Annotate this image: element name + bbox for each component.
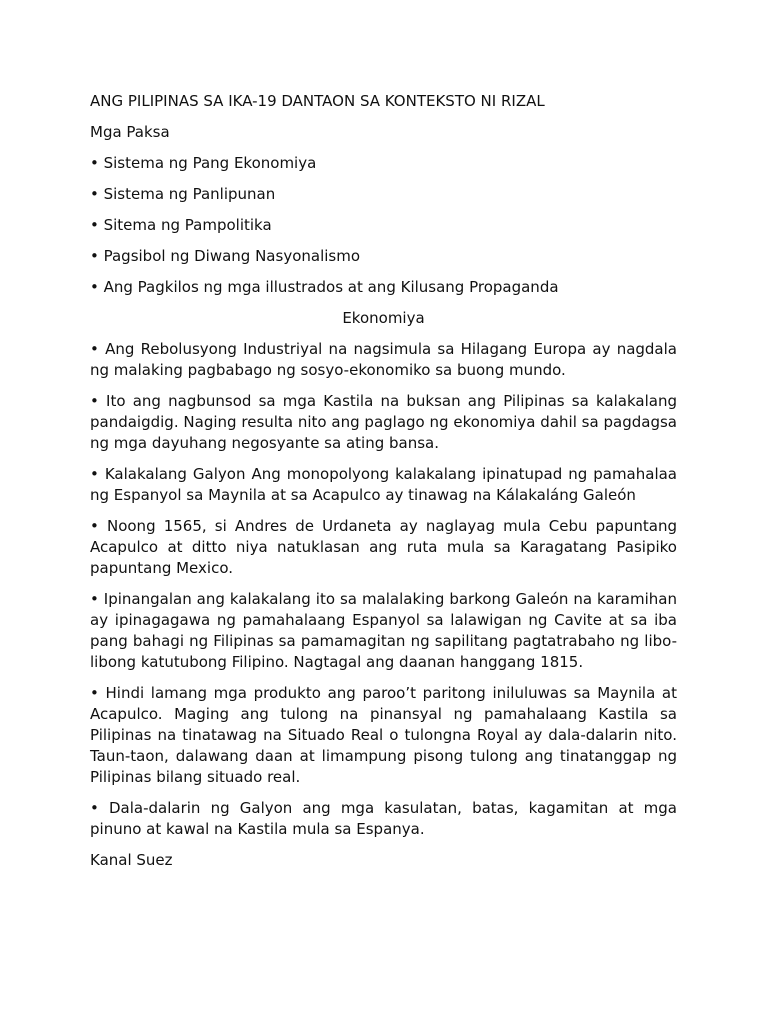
document-page <box>90 91 677 881</box>
body-paragraph: • Hindi lamang mga produkto ang paroo’t paritong iniluluwas sa Maynila at Acapulco. Maging ang tulong na pinansyal ng pamahalaang Kastila sa Pilipinas na tinatawag na Situado Real o tulongna Royal ay dala-dalarin nito. Taun-taon, dalawang daan at limampung pisong tulong ang tinatanggap ng Pilipinas bilang situado real. <box>90 684 677 786</box>
topic-item: • Sitema ng Pampolitika <box>90 216 272 234</box>
section-heading: Ekonomiya <box>342 309 425 327</box>
topics-heading: Mga Paksa <box>90 123 170 141</box>
body-paragraph: • Kalakalang Galyon Ang monopolyong kalakalang ipinatupad ng pamahalaa ng Espanyol sa Maynila at sa Acapulco ay tinawag na Kálakaláng Galeón <box>90 465 677 504</box>
body-paragraph: • Ito ang nagbunsod sa mga Kastila na buksan ang Pilipinas sa kalakalang pandaigdig. Naging resulta nito ang paglago ng ekonomiya dahil sa pagdagsa ng mga dayuhang negosyante sa ating bansa. <box>90 392 677 452</box>
topic-item: • Sistema ng Pang Ekonomiya <box>90 154 317 172</box>
body-paragraph: • Dala-dalarin ng Galyon ang mga kasulatan, batas, kagamitan at mga pinuno at kawal na Kastila mula sa Espanya. <box>90 799 677 838</box>
body-paragraph: • Ipinangalan ang kalakalang ito sa malalaking barkong Galeón na karamihan ay ipinagagawa ng pamahalaang Espanyol sa lalawigan ng Cavite at sa iba pang bahagi ng Filipinas sa pamamagitan ng sapilitang pagtatrabaho ng libo-libong katutubong Filipino. Nagtagal ang daanan hanggang 1815. <box>90 590 677 671</box>
closing-heading: Kanal Suez <box>90 851 173 869</box>
topic-item: • Sistema ng Panlipunan <box>90 185 276 203</box>
document-title: ANG PILIPINAS SA IKA-19 DANTAON SA KONTEKSTO NI RIZAL <box>90 92 545 110</box>
topic-item: • Pagsibol ng Diwang Nasyonalismo <box>90 247 361 265</box>
body-paragraph: • Ang Rebolusyong Industriyal na nagsimula sa Hilagang Europa ay nagdala ng malaking pagbabago ng sosyo-ekonomiko sa buong mundo. <box>90 340 677 379</box>
body-paragraph: • Noong 1565, si Andres de Urdaneta ay naglayag mula Cebu papuntang Acapulco at ditto niya natuklasan ang ruta mula sa Karagatang Pasipiko papuntang Mexico. <box>90 517 677 577</box>
topic-item: • Ang Pagkilos ng mga illustrados at ang Kilusang Propaganda <box>90 278 559 296</box>
